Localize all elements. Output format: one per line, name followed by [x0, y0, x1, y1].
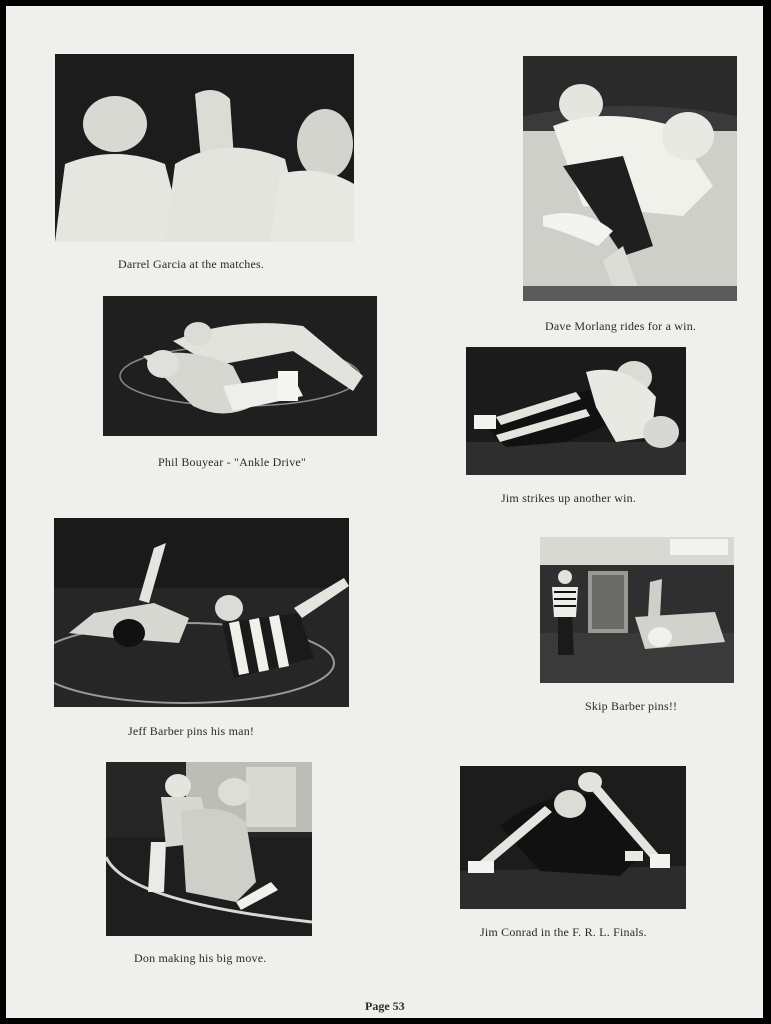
photo-darrel-garcia — [55, 54, 354, 242]
yearbook-page — [6, 6, 763, 1018]
caption-photo-7: Don making his big move. — [134, 951, 267, 965]
caption-photo-4: Jim strikes up another win. — [501, 491, 637, 505]
caption-photo-5: Jeff Barber pins his man! — [128, 724, 255, 738]
photo-don — [106, 762, 312, 936]
photo-jim — [466, 347, 686, 475]
caption-photo-1: Darrel Garcia at the matches. — [118, 257, 265, 271]
caption-photo-3: Phil Bouyear - "Ankle Drive" — [158, 455, 307, 469]
caption-photo-8: Jim Conrad in the F. R. L. Finals. — [480, 925, 647, 939]
photo-dave-morlang — [523, 56, 737, 301]
photo-jeff-barber — [54, 518, 349, 707]
caption-photo-2: Dave Morlang rides for a win. — [545, 319, 697, 333]
page-number: Page 53 — [365, 999, 405, 1013]
photo-jim-conrad — [460, 766, 686, 909]
photo-phil-bouyear — [103, 296, 377, 436]
photo-skip-barber — [540, 537, 734, 683]
caption-photo-6: Skip Barber pins!! — [585, 699, 678, 713]
